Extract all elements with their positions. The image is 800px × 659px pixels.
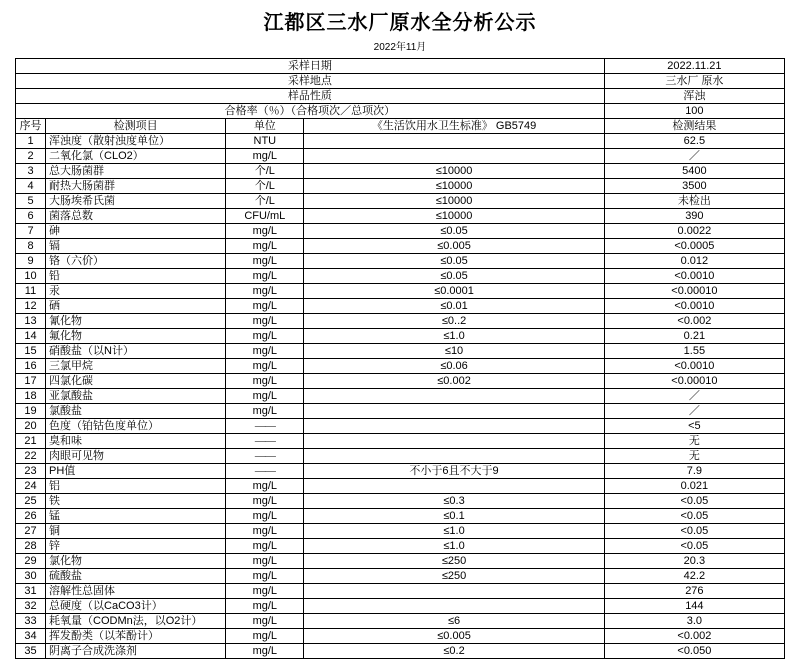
- row-no: 6: [16, 209, 46, 224]
- meta-row: [16, 59, 785, 74]
- row-item: 锰: [46, 509, 226, 524]
- table-header-row: [16, 119, 785, 134]
- row-no: 29: [16, 554, 46, 569]
- table-row: [16, 464, 785, 479]
- row-result: 62.5: [604, 134, 784, 149]
- row-item: 铝: [46, 479, 226, 494]
- row-unit: mg/L: [226, 224, 304, 239]
- row-item: 氰化物: [46, 314, 226, 329]
- table-row: [16, 374, 785, 389]
- row-standard: [304, 434, 604, 449]
- row-item: 耐热大肠菌群: [46, 179, 226, 194]
- row-no: 25: [16, 494, 46, 509]
- table-row: [16, 434, 785, 449]
- meta-row: [16, 104, 785, 119]
- table-row: [16, 329, 785, 344]
- row-standard: ≤10000: [304, 179, 604, 194]
- row-result: 0.021: [604, 479, 784, 494]
- row-no: 30: [16, 569, 46, 584]
- table-row: [16, 599, 785, 614]
- row-standard: ≤250: [304, 569, 604, 584]
- row-result: <0.0010: [604, 359, 784, 374]
- row-no: 32: [16, 599, 46, 614]
- table-body: [16, 59, 785, 659]
- row-unit: mg/L: [226, 524, 304, 539]
- row-unit: mg/L: [226, 344, 304, 359]
- row-result: <0.05: [604, 539, 784, 554]
- row-no: 17: [16, 374, 46, 389]
- row-no: 21: [16, 434, 46, 449]
- row-result: <0.050: [604, 644, 784, 659]
- row-standard: ≤0.005: [304, 629, 604, 644]
- row-unit: mg/L: [226, 479, 304, 494]
- row-result: 42.2: [604, 569, 784, 584]
- meta-row: [16, 89, 785, 104]
- table-row: [16, 419, 785, 434]
- row-standard: ≤10: [304, 344, 604, 359]
- row-unit: mg/L: [226, 149, 304, 164]
- row-unit: NTU: [226, 134, 304, 149]
- meta-label: 采样日期: [16, 59, 605, 74]
- row-item: 总硬度（以CaCO3计）: [46, 599, 226, 614]
- table-row: [16, 284, 785, 299]
- water-analysis-table: [15, 58, 785, 659]
- row-item: 氯化物: [46, 554, 226, 569]
- row-result: <0.05: [604, 509, 784, 524]
- row-unit: mg/L: [226, 374, 304, 389]
- row-unit: mg/L: [226, 509, 304, 524]
- row-result: <0.00010: [604, 374, 784, 389]
- row-no: 27: [16, 524, 46, 539]
- row-no: 11: [16, 284, 46, 299]
- row-no: 12: [16, 299, 46, 314]
- table-row: [16, 299, 785, 314]
- row-no: 28: [16, 539, 46, 554]
- row-result: <0.002: [604, 314, 784, 329]
- row-item: 氟化物: [46, 329, 226, 344]
- row-unit: ——: [226, 419, 304, 434]
- table-row: [16, 239, 785, 254]
- row-no: 26: [16, 509, 46, 524]
- row-no: 13: [16, 314, 46, 329]
- row-no: 35: [16, 644, 46, 659]
- table-row: [16, 179, 785, 194]
- row-item: 铁: [46, 494, 226, 509]
- row-no: 24: [16, 479, 46, 494]
- table-row: [16, 614, 785, 629]
- meta-row: [16, 74, 785, 89]
- row-item: 二氧化氯（CLO2）: [46, 149, 226, 164]
- row-result: 20.3: [604, 554, 784, 569]
- row-unit: ——: [226, 464, 304, 479]
- row-item: 大肠埃希氏菌: [46, 194, 226, 209]
- row-no: 2: [16, 149, 46, 164]
- row-result: 390: [604, 209, 784, 224]
- row-standard: ≤0.002: [304, 374, 604, 389]
- row-item: 硫酸盐: [46, 569, 226, 584]
- row-standard: ≤10000: [304, 194, 604, 209]
- table-row: [16, 359, 785, 374]
- row-unit: 个/L: [226, 179, 304, 194]
- row-item: 肉眼可见物: [46, 449, 226, 464]
- row-no: 33: [16, 614, 46, 629]
- meta-value: 三水厂 原水: [604, 74, 784, 89]
- meta-value: 2022.11.21: [604, 59, 784, 74]
- row-result: <0.05: [604, 494, 784, 509]
- row-unit: mg/L: [226, 284, 304, 299]
- row-unit: ——: [226, 434, 304, 449]
- row-item: 四氯化碳: [46, 374, 226, 389]
- row-result: <0.0010: [604, 269, 784, 284]
- row-standard: [304, 449, 604, 464]
- row-standard: ≤0.01: [304, 299, 604, 314]
- row-item: 浑浊度（散射浊度单位）: [46, 134, 226, 149]
- meta-label: 合格率（％）（合格项次／总项次）: [16, 104, 605, 119]
- row-no: 1: [16, 134, 46, 149]
- column-header-no: 序号: [16, 119, 46, 134]
- table-row: [16, 344, 785, 359]
- row-standard: ≤0.3: [304, 494, 604, 509]
- meta-label: 样品性质: [16, 89, 605, 104]
- table-row: [16, 584, 785, 599]
- row-standard: ≤1.0: [304, 329, 604, 344]
- table-row: [16, 164, 785, 179]
- table-row: [16, 254, 785, 269]
- row-standard: [304, 404, 604, 419]
- table-row: [16, 149, 785, 164]
- row-standard: ≤0.05: [304, 269, 604, 284]
- row-unit: mg/L: [226, 299, 304, 314]
- row-standard: ≤0.05: [304, 224, 604, 239]
- column-header-item: 检测项目: [46, 119, 226, 134]
- row-standard: ≤0.005: [304, 239, 604, 254]
- row-standard: ≤10000: [304, 164, 604, 179]
- row-item: 亚氯酸盐: [46, 389, 226, 404]
- row-standard: [304, 599, 604, 614]
- row-result: <0.002: [604, 629, 784, 644]
- column-header-unit: 单位: [226, 119, 304, 134]
- row-result: <0.00010: [604, 284, 784, 299]
- row-unit: mg/L: [226, 599, 304, 614]
- row-unit: mg/L: [226, 494, 304, 509]
- row-result: <0.0010: [604, 299, 784, 314]
- row-item: 铅: [46, 269, 226, 284]
- row-item: 菌落总数: [46, 209, 226, 224]
- row-result: 3.0: [604, 614, 784, 629]
- table-row: [16, 629, 785, 644]
- row-result: 无: [604, 449, 784, 464]
- row-unit: mg/L: [226, 614, 304, 629]
- row-standard: ≤250: [304, 554, 604, 569]
- row-standard: [304, 584, 604, 599]
- row-item: 阴离子合成洗涤剂: [46, 644, 226, 659]
- row-item: 臭和味: [46, 434, 226, 449]
- row-result: 144: [604, 599, 784, 614]
- row-no: 8: [16, 239, 46, 254]
- row-no: 19: [16, 404, 46, 419]
- row-item: 锌: [46, 539, 226, 554]
- row-item: 耗氧量（CODMn法，以O2计）: [46, 614, 226, 629]
- row-unit: ——: [226, 449, 304, 464]
- row-unit: mg/L: [226, 389, 304, 404]
- row-item: 挥发酚类（以苯酚计）: [46, 629, 226, 644]
- row-standard: ≤0.05: [304, 254, 604, 269]
- row-result: <0.05: [604, 524, 784, 539]
- row-standard: ≤0.2: [304, 644, 604, 659]
- table-row: [16, 449, 785, 464]
- row-unit: mg/L: [226, 269, 304, 284]
- row-item: 铬（六价）: [46, 254, 226, 269]
- page-subtitle: 2022年11月: [373, 42, 427, 53]
- row-unit: mg/L: [226, 359, 304, 374]
- row-result: ／: [604, 404, 784, 419]
- row-result: 276: [604, 584, 784, 599]
- table-row: [16, 479, 785, 494]
- table-row: [16, 404, 785, 419]
- row-unit: mg/L: [226, 584, 304, 599]
- row-no: 15: [16, 344, 46, 359]
- row-standard: [304, 149, 604, 164]
- table-row: [16, 209, 785, 224]
- table-row: [16, 269, 785, 284]
- row-result: 3500: [604, 179, 784, 194]
- row-no: 22: [16, 449, 46, 464]
- row-unit: mg/L: [226, 254, 304, 269]
- row-no: 7: [16, 224, 46, 239]
- column-header-result: 检测结果: [604, 119, 784, 134]
- table-row: [16, 224, 785, 239]
- row-no: 3: [16, 164, 46, 179]
- row-item: 硒: [46, 299, 226, 314]
- table-row: [16, 314, 785, 329]
- row-unit: mg/L: [226, 239, 304, 254]
- meta-label: 采样地点: [16, 74, 605, 89]
- row-no: 14: [16, 329, 46, 344]
- row-standard: ≤0..2: [304, 314, 604, 329]
- row-result: 0.012: [604, 254, 784, 269]
- meta-value: 100: [604, 104, 784, 119]
- row-no: 34: [16, 629, 46, 644]
- row-result: ／: [604, 389, 784, 404]
- row-standard: [304, 134, 604, 149]
- row-result: 0.21: [604, 329, 784, 344]
- row-unit: 个/L: [226, 164, 304, 179]
- row-unit: mg/L: [226, 539, 304, 554]
- row-standard: 不小于6且不大于9: [304, 464, 604, 479]
- table-row: [16, 644, 785, 659]
- table-row: [16, 494, 785, 509]
- row-no: 9: [16, 254, 46, 269]
- row-result: 5400: [604, 164, 784, 179]
- row-unit: mg/L: [226, 644, 304, 659]
- row-item: 氯酸盐: [46, 404, 226, 419]
- row-item: 三氯甲烷: [46, 359, 226, 374]
- row-unit: mg/L: [226, 404, 304, 419]
- row-standard: [304, 479, 604, 494]
- row-unit: CFU/mL: [226, 209, 304, 224]
- table-row: [16, 194, 785, 209]
- row-standard: ≤6: [304, 614, 604, 629]
- row-result: <5: [604, 419, 784, 434]
- row-standard: ≤1.0: [304, 524, 604, 539]
- table-row: [16, 134, 785, 149]
- column-header-standard: 《生活饮用水卫生标准》 GB5749: [304, 119, 604, 134]
- table-row: [16, 539, 785, 554]
- row-standard: [304, 389, 604, 404]
- row-standard: ≤10000: [304, 209, 604, 224]
- row-result: 无: [604, 434, 784, 449]
- row-result: ／: [604, 149, 784, 164]
- row-no: 23: [16, 464, 46, 479]
- row-result: 7.9: [604, 464, 784, 479]
- table-row: [16, 524, 785, 539]
- row-no: 4: [16, 179, 46, 194]
- row-no: 20: [16, 419, 46, 434]
- row-no: 18: [16, 389, 46, 404]
- table-row: [16, 569, 785, 584]
- row-item: 砷: [46, 224, 226, 239]
- table-row: [16, 509, 785, 524]
- row-item: 总大肠菌群: [46, 164, 226, 179]
- row-item: 铜: [46, 524, 226, 539]
- row-no: 31: [16, 584, 46, 599]
- row-no: 10: [16, 269, 46, 284]
- meta-value: 浑浊: [604, 89, 784, 104]
- row-item: 镉: [46, 239, 226, 254]
- row-standard: ≤0.1: [304, 509, 604, 524]
- row-result: 0.0022: [604, 224, 784, 239]
- row-result: 未检出: [604, 194, 784, 209]
- row-standard: ≤1.0: [304, 539, 604, 554]
- row-item: 溶解性总固体: [46, 584, 226, 599]
- row-result: 1.55: [604, 344, 784, 359]
- row-unit: mg/L: [226, 554, 304, 569]
- row-unit: mg/L: [226, 629, 304, 644]
- row-item: 汞: [46, 284, 226, 299]
- row-standard: ≤0.06: [304, 359, 604, 374]
- table-row: [16, 389, 785, 404]
- row-unit: mg/L: [226, 329, 304, 344]
- row-standard: [304, 419, 604, 434]
- row-unit: 个/L: [226, 194, 304, 209]
- table-row: [16, 554, 785, 569]
- row-no: 16: [16, 359, 46, 374]
- row-no: 5: [16, 194, 46, 209]
- row-item: PH值: [46, 464, 226, 479]
- row-item: 硝酸盐（以N计）: [46, 344, 226, 359]
- row-standard: ≤0.0001: [304, 284, 604, 299]
- page-title: 江都区三水厂原水全分析公示: [263, 12, 537, 34]
- row-unit: mg/L: [226, 314, 304, 329]
- row-result: <0.0005: [604, 239, 784, 254]
- row-unit: mg/L: [226, 569, 304, 584]
- row-item: 色度（铂钴色度单位）: [46, 419, 226, 434]
